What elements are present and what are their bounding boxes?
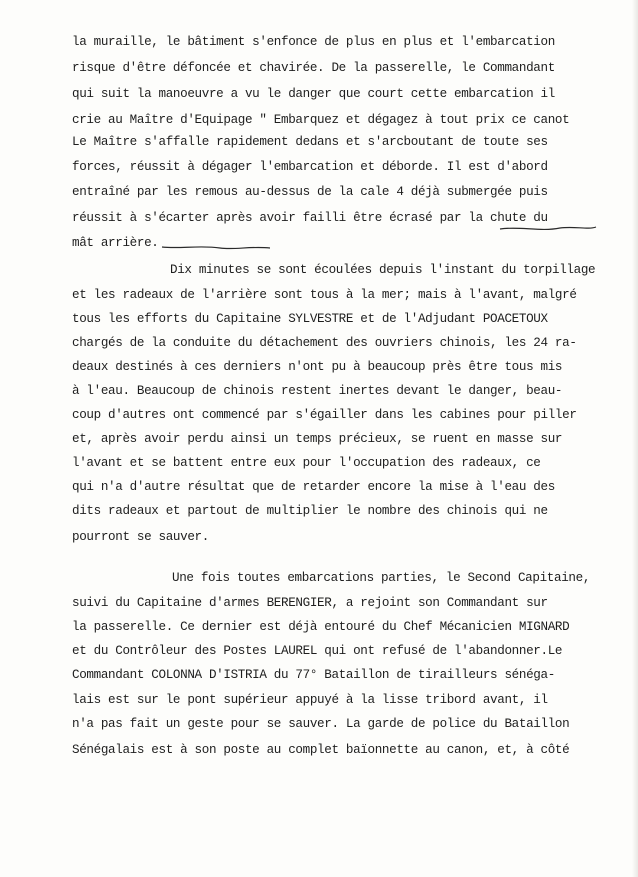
text-line: forces, réussit à dégager l'embarcation et déborde. Il est d'abord	[72, 160, 548, 174]
paragraph-first-line: Une fois toutes embarcations parties, le Second Capitaine,	[172, 571, 591, 585]
text-line: lais est sur le pont supérieur appuyé à la lisse tribord avant, il	[72, 693, 548, 707]
text-line: suivi du Capitaine d'armes BERENGIER, a rejoint son Commandant sur	[72, 596, 548, 610]
text-line: tous les efforts du Capitaine SYLVESTRE et de l'Adjudant POACETOUX	[72, 312, 548, 326]
paragraph-first-line: Dix minutes se sont écoulées depuis l'instant du torpillage	[170, 263, 596, 277]
text-line: pourront se sauver.	[72, 530, 209, 544]
text-line: mât arrière.	[72, 236, 159, 250]
text-line: Sénégalais est à son poste au complet baïonnette au canon, et, à côté	[72, 743, 570, 757]
text-line: qui n'a d'autre résultat que de retarder encore la mise à l'eau des	[72, 480, 555, 494]
text-line: crie au Maître d'Equipage " Embarquez et dégagez à tout prix ce canot	[72, 113, 570, 127]
text-line: risque d'être défoncée et chavirée. De la passerelle, le Commandant	[72, 61, 555, 75]
handwritten-underline-mark	[160, 225, 600, 255]
text-line: réussit à s'écarter après avoir failli être écrasé par la chute du	[72, 211, 548, 225]
text-line: l'avant et se battent entre eux pour l'occupation des radeaux, ce	[72, 456, 541, 470]
text-line: deaux destinés à ces derniers n'ont pu à beaucoup près être tous mis	[72, 360, 563, 374]
text-line: coup d'autres ont commencé par s'égailler dans les cabines pour piller	[72, 408, 577, 422]
text-line: qui suit la manoeuvre a vu le danger que court cette embarcation il	[72, 87, 555, 101]
text-line: Le Maître s'affalle rapidement dedans et s'arcboutant de toute ses	[72, 135, 548, 149]
text-line: et les radeaux de l'arrière sont tous à la mer; mais à l'avant, malgré	[72, 288, 577, 302]
text-line: n'a pas fait un geste pour se sauver. La garde de police du Bataillon	[72, 717, 570, 731]
text-line: la passerelle. Ce dernier est déjà entouré du Chef Mécanicien MIGNARD	[72, 620, 570, 634]
text-line: Commandant COLONNA D'ISTRIA du 77° Bataillon de tirailleurs sénéga-	[72, 668, 555, 682]
text-line: et, après avoir perdu ainsi un temps précieux, se ruent en masse sur	[72, 432, 563, 446]
text-line: et du Contrôleur des Postes LAUREL qui ont refusé de l'abandonner.Le	[72, 644, 563, 658]
text-line: à l'eau. Beaucoup de chinois restent inertes devant le danger, beau-	[72, 384, 563, 398]
text-line: la muraille, le bâtiment s'enfonce de plus en plus et l'embarcation	[72, 35, 555, 49]
text-line: entraîné par les remous au-dessus de la cale 4 déjà submergée puis	[72, 185, 548, 199]
text-line: dits radeaux et partout de multiplier le nombre des chinois qui ne	[72, 504, 548, 518]
text-line: chargés de la conduite du détachement des ouvriers chinois, les 24 ra-	[72, 336, 577, 350]
